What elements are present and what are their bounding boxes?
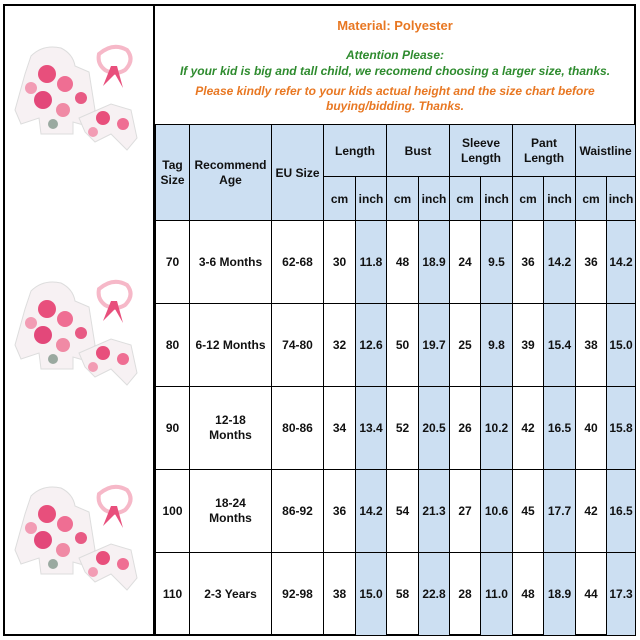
size-note: Please kindly refer to your kids actual height and the size chart before buying/bidding. Thanks. [195,84,595,113]
product-photo [3,249,153,399]
product-photo [3,454,153,604]
length-inch-cell: 14.2 [356,470,387,553]
length-inch-cell: 12.6 [356,304,387,387]
length-cm-cell: 36 [324,470,356,553]
pant-cm-cell: 48 [513,553,544,636]
eu-size-cell: 86-92 [272,470,324,553]
header-sleeve-length: Sleeve Length [450,125,513,177]
unit-inch: inch [356,177,387,221]
length-inch-cell: 15.0 [356,553,387,636]
length-inch-cell: 11.8 [356,221,387,304]
unit-cm: cm [513,177,544,221]
table-row [156,553,636,636]
waist-cm-cell: 38 [576,304,607,387]
pant-inch-cell: 14.2 [544,221,576,304]
bust-inch-cell: 22.8 [419,553,450,636]
size-chart-table [155,124,636,636]
sleeve-inch-cell: 10.6 [481,470,513,553]
pant-cm-cell: 45 [513,470,544,553]
tag-size-cell: 90 [156,387,190,470]
header-bust: Bust [387,125,450,177]
product-photo [3,14,153,164]
bust-inch-cell: 18.9 [419,221,450,304]
pant-inch-cell: 15.4 [544,304,576,387]
tag-size-cell: 110 [156,553,190,636]
header-tag-size: Tag Size [156,125,190,221]
material-line: Material: Polyester [337,18,453,33]
waist-inch-cell: 16.5 [607,470,636,553]
waist-inch-cell: 17.3 [607,553,636,636]
floral-outfit-icon [3,249,153,399]
sleeve-inch-cell: 9.5 [481,221,513,304]
chart-header [156,6,634,124]
pant-inch-cell: 17.7 [544,470,576,553]
table-row [156,387,636,470]
eu-size-cell: 80-86 [272,387,324,470]
pant-inch-cell: 16.5 [544,387,576,470]
waist-inch-cell: 15.0 [607,304,636,387]
unit-inch: inch [607,177,636,221]
tag-size-cell: 70 [156,221,190,304]
bust-cm-cell: 48 [387,221,419,304]
bust-cm-cell: 58 [387,553,419,636]
eu-size-cell: 74-80 [272,304,324,387]
bust-cm-cell: 52 [387,387,419,470]
waist-inch-cell: 14.2 [607,221,636,304]
sleeve-cm-cell: 26 [450,387,481,470]
attention-title: Attention Please: [345,48,444,62]
pant-cm-cell: 36 [513,221,544,304]
age-cell: 12-18 Months [190,387,272,470]
length-inch-cell: 13.4 [356,387,387,470]
age-cell: 3-6 Months [190,221,272,304]
floral-outfit-icon [3,454,153,604]
unit-inch: inch [419,177,450,221]
unit-cm: cm [450,177,481,221]
table-row [156,221,636,304]
eu-size-cell: 92-98 [272,553,324,636]
age-cell: 2-3 Years [190,553,272,636]
waist-cm-cell: 42 [576,470,607,553]
length-cm-cell: 38 [324,553,356,636]
sleeve-inch-cell: 10.2 [481,387,513,470]
sleeve-cm-cell: 24 [450,221,481,304]
bust-inch-cell: 19.7 [419,304,450,387]
unit-cm: cm [324,177,356,221]
unit-inch: inch [544,177,576,221]
tag-size-cell: 80 [156,304,190,387]
table-row [156,470,636,553]
product-photo-column [3,4,155,636]
sleeve-cm-cell: 25 [450,304,481,387]
header-waistline: Waistline [576,125,636,177]
age-cell: 6-12 Months [190,304,272,387]
age-cell: 18-24 Months [190,470,272,553]
table-row [156,304,636,387]
sleeve-inch-cell: 9.8 [481,304,513,387]
length-cm-cell: 32 [324,304,356,387]
unit-cm: cm [387,177,419,221]
unit-cm: cm [576,177,607,221]
bust-inch-cell: 21.3 [419,470,450,553]
attention-text: If your kid is big and tall child, we recomend choosing a larger size, thanks. [179,64,611,78]
length-cm-cell: 34 [324,387,356,470]
bust-cm-cell: 54 [387,470,419,553]
waist-cm-cell: 36 [576,221,607,304]
length-cm-cell: 30 [324,221,356,304]
sleeve-cm-cell: 28 [450,553,481,636]
waist-cm-cell: 40 [576,387,607,470]
sleeve-inch-cell: 11.0 [481,553,513,636]
header-length: Length [324,125,387,177]
unit-inch: inch [481,177,513,221]
header-pant-length: Pant Length [513,125,576,177]
bust-cm-cell: 50 [387,304,419,387]
header-eu-size: EU Size [272,125,324,221]
waist-cm-cell: 44 [576,553,607,636]
bust-inch-cell: 20.5 [419,387,450,470]
pant-inch-cell: 18.9 [544,553,576,636]
waist-inch-cell: 15.8 [607,387,636,470]
sleeve-cm-cell: 27 [450,470,481,553]
tag-size-cell: 100 [156,470,190,553]
header-recommend-age: Recommend Age [190,125,272,221]
pant-cm-cell: 42 [513,387,544,470]
eu-size-cell: 62-68 [272,221,324,304]
floral-outfit-icon [3,14,153,164]
pant-cm-cell: 39 [513,304,544,387]
